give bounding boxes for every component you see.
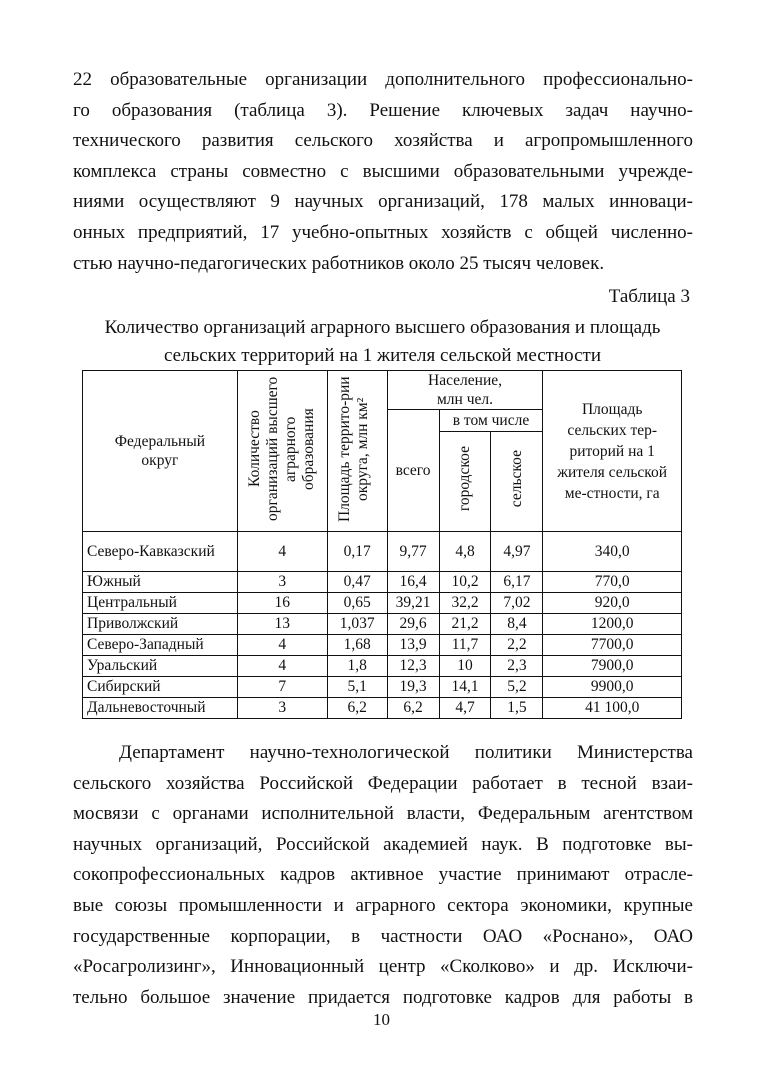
header-area-text: Площадь террито-рии округа, млн км² bbox=[336, 375, 372, 522]
caption-line: Количество организаций аграрного высшего образования и площадь bbox=[104, 317, 661, 338]
table-row bbox=[83, 698, 682, 719]
header-rural bbox=[491, 432, 543, 532]
table-row bbox=[83, 677, 682, 698]
text-line: государственные корпорации, в частности ОАО «Роснано», ОАО bbox=[73, 925, 693, 947]
cell-urban: 4,7 bbox=[439, 698, 491, 719]
cell-area: 1,8 bbox=[327, 656, 387, 677]
text-line: сельского хозяйства Российской Федерации работает в тесной взаи- bbox=[73, 772, 693, 794]
header-org-count-text: Количество организаций высшего аграрного образования bbox=[246, 376, 318, 521]
cell-district: Дальневосточный bbox=[83, 698, 238, 719]
table-row bbox=[83, 614, 682, 635]
cell-per-resident: 9900,0 bbox=[543, 677, 682, 698]
text-line: вые союзы промышленности и аграрного сектора экономики, крупные bbox=[73, 894, 693, 916]
cell-per-resident: 41 100,0 bbox=[543, 698, 682, 719]
cell-per-resident: 920,0 bbox=[543, 593, 682, 614]
header-including: в том числе bbox=[439, 410, 543, 432]
cell-urban: 32,2 bbox=[439, 593, 491, 614]
text-line: сокопрофессиональных кадров активное участие принимают отрасле- bbox=[73, 864, 693, 886]
text-line: ниями осуществляют 9 научных организаций, 178 малых инноваци- bbox=[73, 191, 693, 213]
cell-area: 6,2 bbox=[327, 698, 387, 719]
cell-urban: 11,7 bbox=[439, 635, 491, 656]
cell-rural: 8,4 bbox=[491, 614, 543, 635]
cell-orgs: 4 bbox=[237, 635, 327, 656]
text-line: тельно большое значение придается подготовке кадров для работы в bbox=[73, 986, 693, 1008]
header-area-per-resident: Площадь сельских тер-риторий на 1 жителя сельской ме-стности, га bbox=[543, 371, 682, 532]
cell-rural: 2,3 bbox=[491, 656, 543, 677]
cell-total: 13,9 bbox=[387, 635, 439, 656]
text-line: онных предприятий, 17 учебно-опытных хозяйств с общей численно- bbox=[73, 221, 693, 243]
paragraph-department bbox=[73, 738, 693, 1013]
cell-rural: 6,17 bbox=[491, 572, 543, 593]
cell-orgs: 7 bbox=[237, 677, 327, 698]
cell-urban: 10,2 bbox=[439, 572, 491, 593]
text-line: «Росагролизинг», Инновационный центр «Сколково» и др. Исключи- bbox=[73, 956, 693, 978]
header-urban bbox=[439, 432, 491, 532]
cell-district: Уральский bbox=[83, 656, 238, 677]
cell-orgs: 13 bbox=[237, 614, 327, 635]
cell-orgs: 4 bbox=[237, 532, 327, 572]
cell-rural: 2,2 bbox=[491, 635, 543, 656]
cell-rural: 5,2 bbox=[491, 677, 543, 698]
caption-line: сельских территорий на 1 жителя сельской местности bbox=[163, 345, 602, 366]
text-line: Департамент научно-технологической политики Министерства bbox=[119, 742, 693, 763]
cell-rural: 1,5 bbox=[491, 698, 543, 719]
header-district: Федеральный округ bbox=[83, 371, 238, 532]
cell-urban: 10 bbox=[439, 656, 491, 677]
cell-district: Северо-Западный bbox=[83, 635, 238, 656]
cell-area: 0,17 bbox=[327, 532, 387, 572]
cell-total: 6,2 bbox=[387, 698, 439, 719]
table-row bbox=[83, 593, 682, 614]
cell-rural: 7,02 bbox=[491, 593, 543, 614]
cell-orgs: 4 bbox=[237, 656, 327, 677]
cell-orgs: 3 bbox=[237, 572, 327, 593]
header-area bbox=[327, 371, 387, 532]
table-row bbox=[83, 532, 682, 572]
cell-orgs: 3 bbox=[237, 698, 327, 719]
table-row bbox=[83, 656, 682, 677]
cell-rural: 4,97 bbox=[491, 532, 543, 572]
header-org-count bbox=[237, 371, 327, 532]
cell-urban: 4,8 bbox=[439, 532, 491, 572]
cell-per-resident: 7900,0 bbox=[543, 656, 682, 677]
text-line: го образования (таблица 3). Решение ключевых задач научно- bbox=[73, 99, 693, 121]
cell-area: 5,1 bbox=[327, 677, 387, 698]
cell-district: Северо-Кавказский bbox=[83, 532, 238, 572]
table-caption bbox=[60, 314, 705, 370]
cell-district: Приволжский bbox=[83, 614, 238, 635]
cell-per-resident: 7700,0 bbox=[543, 635, 682, 656]
page-number: 10 bbox=[373, 1010, 390, 1029]
cell-per-resident: 770,0 bbox=[543, 572, 682, 593]
cell-per-resident: 340,0 bbox=[543, 532, 682, 572]
cell-total: 9,77 bbox=[387, 532, 439, 572]
table-row bbox=[83, 572, 682, 593]
cell-urban: 14,1 bbox=[439, 677, 491, 698]
cell-area: 1,68 bbox=[327, 635, 387, 656]
paragraph-intro bbox=[73, 65, 693, 279]
text-line: 22 образовательные организации дополнительного профессионально- bbox=[73, 69, 693, 90]
cell-total: 39,21 bbox=[387, 593, 439, 614]
cell-area: 1,037 bbox=[327, 614, 387, 635]
cell-area: 0,65 bbox=[327, 593, 387, 614]
cell-per-resident: 1200,0 bbox=[543, 614, 682, 635]
cell-district: Южный bbox=[83, 572, 238, 593]
cell-total: 19,3 bbox=[387, 677, 439, 698]
cell-total: 16,4 bbox=[387, 572, 439, 593]
header-rural-text: сельское bbox=[507, 450, 525, 508]
cell-area: 0,47 bbox=[327, 572, 387, 593]
text-line: комплекса страны совместно с высшими образовательными учрежде- bbox=[73, 160, 693, 182]
text-line: мосвязи с органами исполнительной власти, Федеральным агентством bbox=[73, 803, 693, 825]
text-line: стью научно-педагогических работников около 25 тысяч человек. bbox=[73, 252, 605, 274]
header-total: всего bbox=[387, 410, 439, 532]
cell-total: 29,6 bbox=[387, 614, 439, 635]
cell-orgs: 16 bbox=[237, 593, 327, 614]
header-population: Население, млн чел. bbox=[387, 371, 543, 410]
text-line: технического развития сельского хозяйства и агропромышленного bbox=[73, 130, 693, 152]
table-row bbox=[83, 635, 682, 656]
text-line: научных организаций, Российской академией наук. В подготовке вы- bbox=[73, 833, 693, 855]
cell-total: 12,3 bbox=[387, 656, 439, 677]
cell-district: Сибирский bbox=[83, 677, 238, 698]
header-urban-text: городское bbox=[456, 446, 474, 512]
cell-urban: 21,2 bbox=[439, 614, 491, 635]
cell-district: Центральный bbox=[83, 593, 238, 614]
data-table bbox=[82, 370, 682, 719]
table-label: Таблица 3 bbox=[608, 286, 690, 307]
